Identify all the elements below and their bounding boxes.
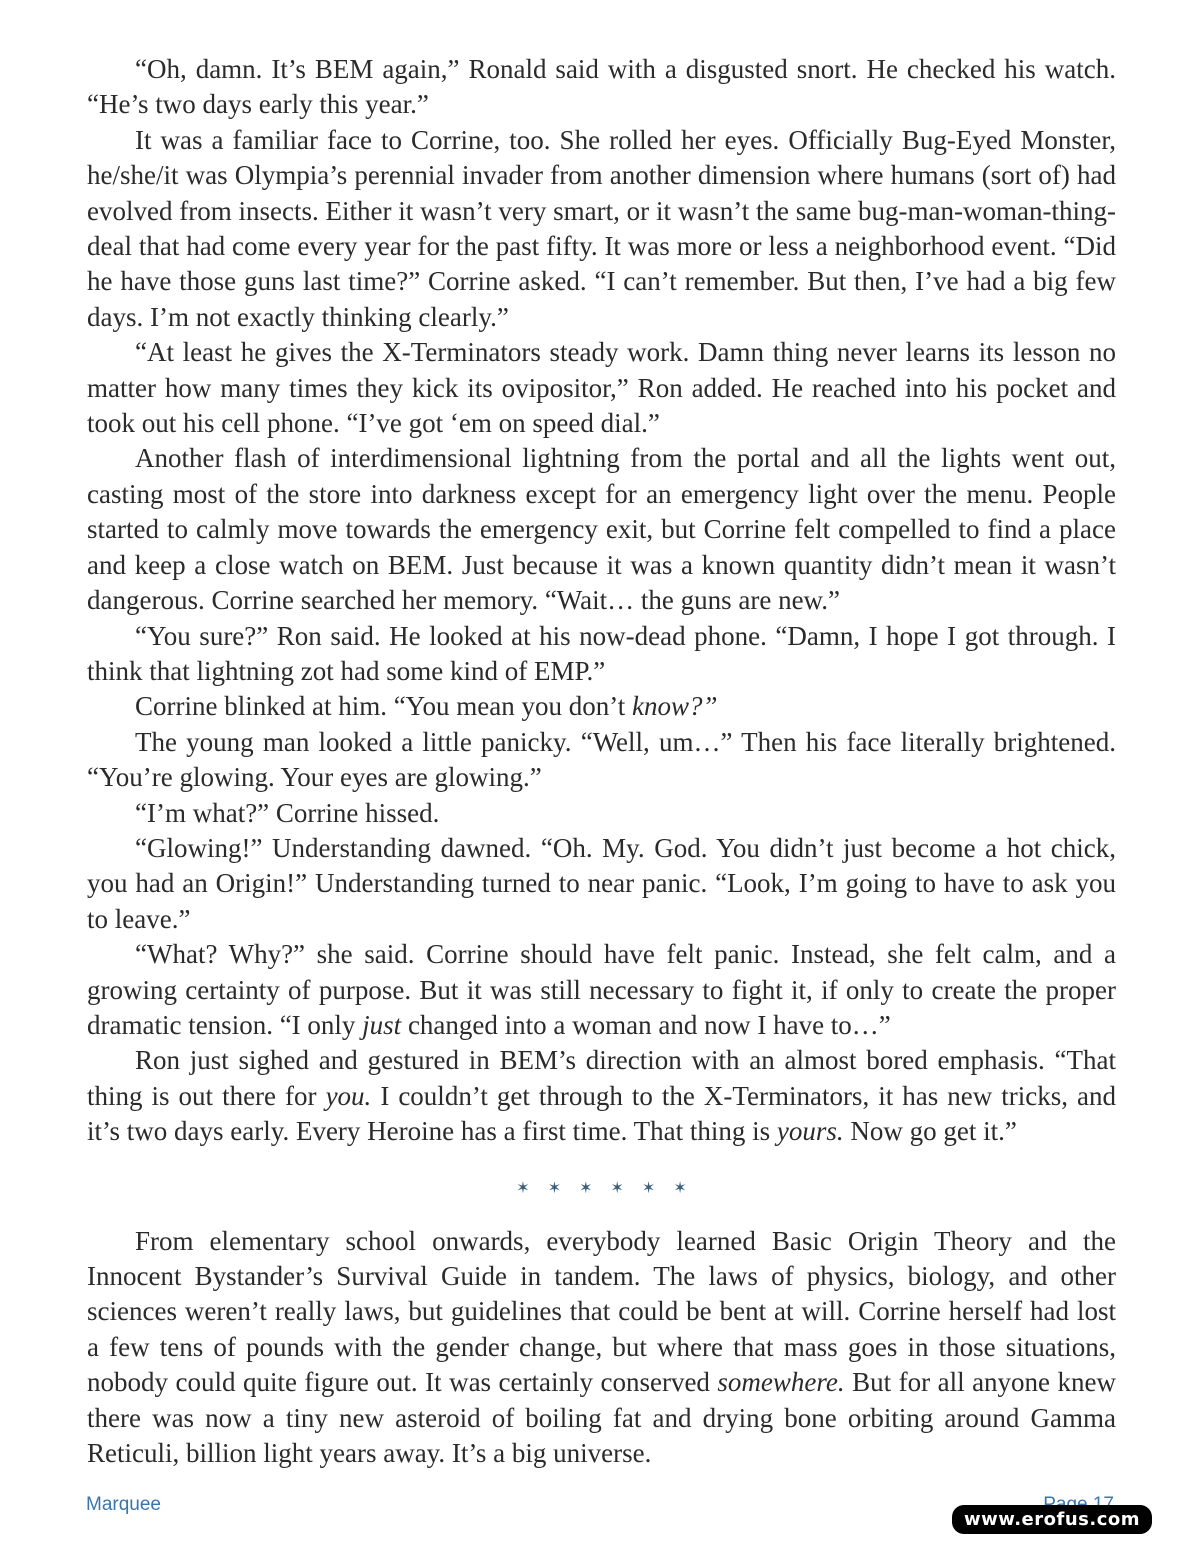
paragraph-text: Ron just sighed and gestured in BEM’s direction with an almost bored emphasis. “That thing is out there for [87, 1045, 1116, 1111]
paragraph-text: “I’m what?” Corrine hissed. [135, 797, 440, 828]
paragraph [87, 831, 1116, 937]
star-icon: ✶ [673, 1177, 687, 1197]
footer-publication-name: Marquee [86, 1494, 161, 1515]
paragraph-text: From elementary school onwards, everybody learned Basic Origin Theory and the Innocent Bystander’s Survival Guide in tandem. The laws of physics, biology, and other sciences weren’t really laws, but guidelines that could be bent at will. Corrine herself had lost a few tens of pounds with the gender change, but where that mass goes in those situations, nobody could quite figure out. It was certainly conserved [87, 1225, 1116, 1398]
paragraph [87, 689, 1116, 724]
paragraph-text: “You sure?” Ron said. He looked at his now-dead phone. “Damn, I hope I got through. I think that lightning zot had some kind of EMP.” [87, 620, 1116, 686]
paragraph [87, 123, 1116, 335]
star-icon: ✶ [579, 1177, 593, 1197]
paragraph [87, 1043, 1116, 1149]
paragraph-text: Corrine blinked at him. “You mean you don’t [135, 691, 632, 722]
paragraph-text: “Glowing!” Understanding dawned. “Oh. My. God. You didn’t just become a hot chick, you had an Origin!” Understanding turned to near panic. “Look, I’m going to have to ask you to leave.” [87, 832, 1116, 934]
page-body [87, 52, 1116, 1471]
paragraph-emphasis: somewhere. [717, 1367, 845, 1398]
paragraph-text: “At least he gives the X-Terminators steady work. Damn thing never learns its lesson no matter how many times they kick its ovipositor,” Ron added. He reached into his pocket and took out his cell phone. “I’ve got ‘em on speed dial.” [87, 337, 1116, 439]
star-icon: ✶ [516, 1177, 530, 1197]
paragraph-emphasis: yours. [776, 1116, 844, 1147]
site-watermark: www.erofus.com [952, 1505, 1152, 1534]
star-icon: ✶ [641, 1177, 656, 1197]
paragraph [87, 1224, 1116, 1472]
paragraph [87, 619, 1116, 690]
paragraph [87, 335, 1116, 441]
paragraph [87, 52, 1116, 123]
text-block-after-break [87, 1224, 1116, 1472]
paragraph-text: But for all anyone knew there was now a tiny new asteroid of boiling fat and drying bone orbiting around Gamma Reticuli, billion light years away. It’s a big universe. [87, 1367, 1116, 1469]
paragraph [87, 441, 1116, 618]
paragraph-text: It was a familiar face to Corrine, too. She rolled her eyes. Officially Bug-Eyed Monster, he/she/it was Olympia’s perennial invader from another dimension where humans (sort of) had evolved from insects. Either it wasn’t very smart, or it wasn’t the same bug-man-woman-thing-deal that had come every year for the past fifty. It was more or less a neighborhood event. “Did he have those guns last time?” Corrine asked. “I can’t remember. But then, I’ve had a big few days. I’m not exactly thinking clearly.” [87, 124, 1116, 332]
paragraph [87, 937, 1116, 1043]
paragraph-emphasis: know?” [631, 691, 718, 722]
paragraph-text: “Oh, damn. It’s BEM again,” Ronald said with a disgusted snort. He checked his watch. “He’s two days early this year.” [87, 54, 1116, 120]
paragraph-emphasis: you. [325, 1080, 372, 1111]
paragraph-text: changed into a woman and now I have to…” [401, 1009, 891, 1040]
paragraph-text: The young man looked a little panicky. “Well, um…” Then his face literally brightened. “You’re glowing. Your eyes are glowing.” [87, 726, 1116, 793]
text-block-before-break [87, 52, 1116, 1150]
star-icon: ✶ [547, 1177, 562, 1197]
star-icon: ✶ [610, 1177, 624, 1197]
paragraph [87, 796, 1116, 831]
paragraph-text: Now go get it.” [843, 1116, 1017, 1147]
paragraph-text: I couldn’t get through to the X-Terminators, it has new tricks, and it’s two days early. Every Heroine has a first time. That thing is [87, 1080, 1116, 1147]
scene-break-ornament [87, 1176, 1116, 1200]
paragraph-text: “What? Why?” she said. Corrine should have felt panic. Instead, she felt calm, and a growing certainty of purpose. But it was still necessary to fight it, if only to create the proper dramatic tension. “I only [87, 939, 1116, 1040]
paragraph [87, 725, 1116, 796]
paragraph-text: Another flash of interdimensional lightning from the portal and all the lights went out, casting most of the store into darkness except for an emergency light over the menu. People started to calmly move towards the emergency exit, but Corrine felt compelled to find a place and keep a close watch on BEM. Just because it was a known quantity didn’t mean it wasn’t dangerous. Corrine searched her memory. “Wait… the guns are new.” [87, 443, 1116, 616]
paragraph-emphasis: just [362, 1009, 402, 1040]
